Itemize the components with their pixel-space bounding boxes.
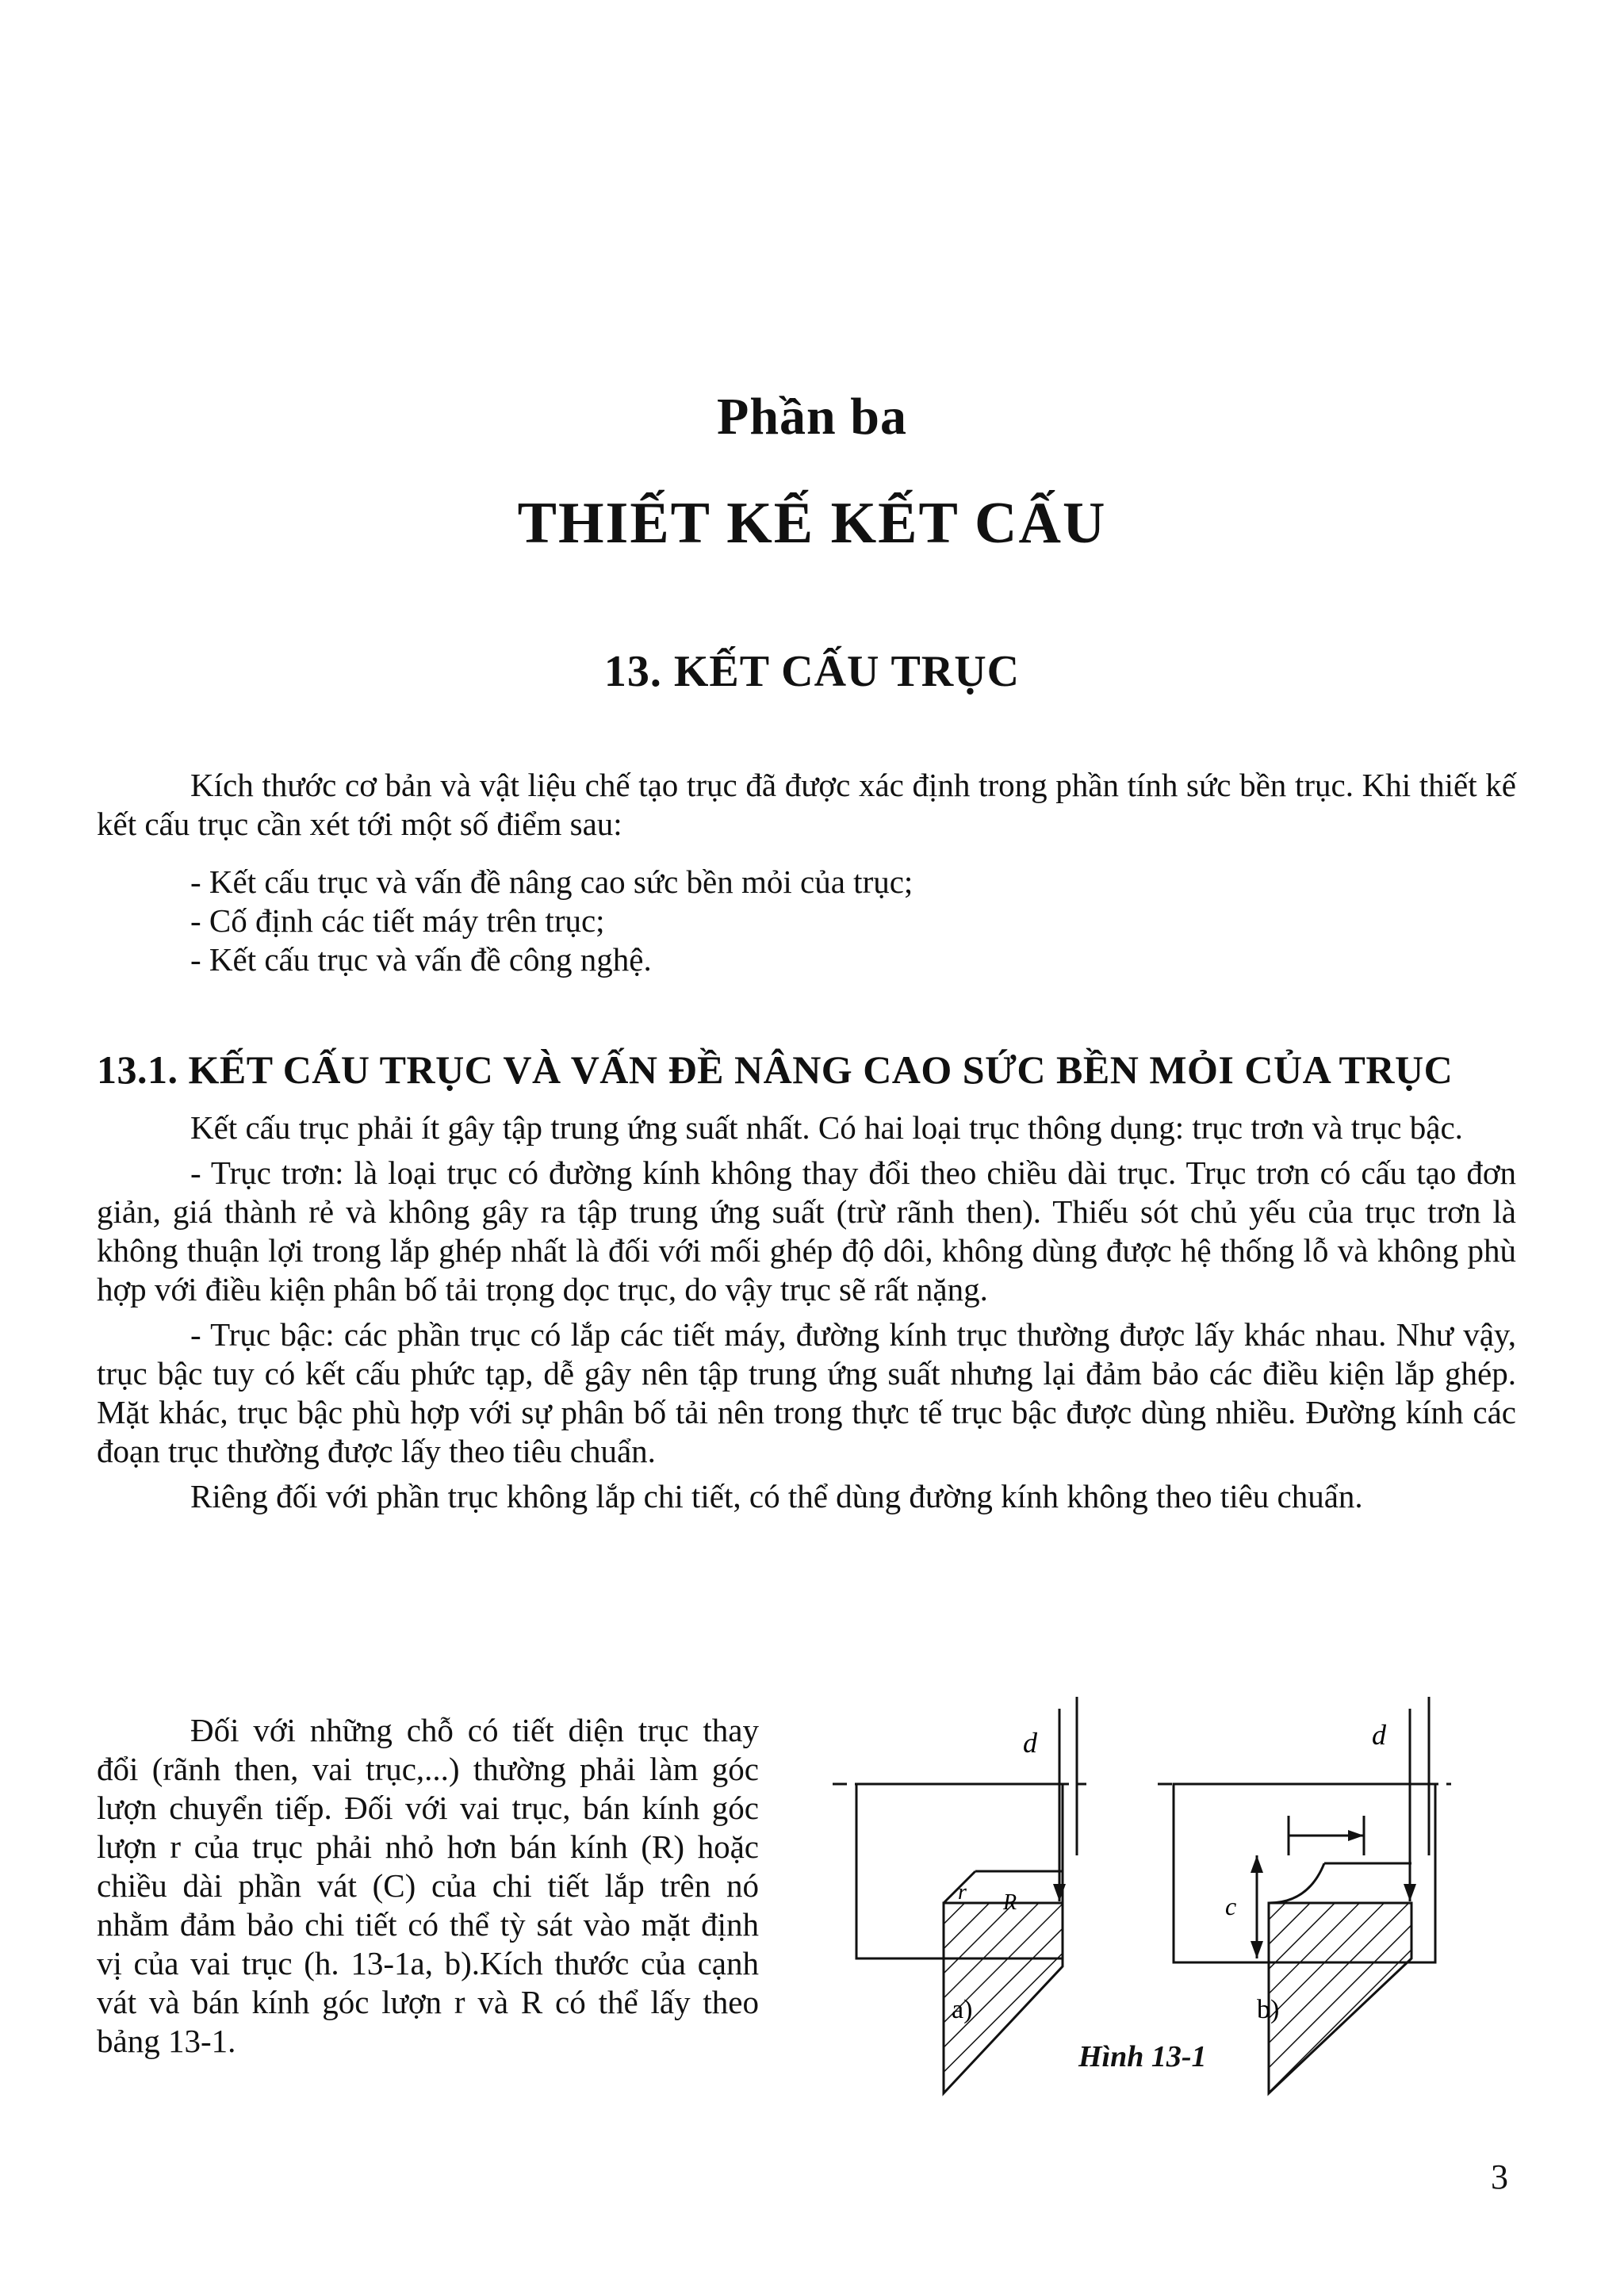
bullet-item: - Kết cấu trục và vấn đề công nghệ. (190, 941, 652, 978)
label-b: b) (1257, 1995, 1280, 2024)
main-title: THIẾT KẾ KẾT CẤU (517, 491, 1107, 556)
bullet-list (97, 863, 1516, 979)
body-paragraph: Đối với những chỗ có tiết diện trục thay đổi (rãnh then, vai trục,...) thường phải làm góc lượn chuyển tiếp. Đối với vai trục, bán kính góc lượn r của trục phải nhỏ hơn bán kính (R) hoặc chiều dài phần vát (C) của chi tiết lắp trên nó nhằm đảm bảo chi tiết có thể tỳ sát vào mặt định vị của vai trục (h. 13-1a, b).Kích thước của cạnh vát và bán kính góc lượn r và R có thể lấy theo bảng 13-1. (97, 1712, 759, 2059)
part-title: Phần ba (717, 388, 907, 446)
label-a: a) (952, 1995, 973, 2024)
intro-text: Kích thước cơ bản và vật liệu chế tạo trục đã được xác định trong phần tính sức bền trục. Khi thiết kế kết cấu trục cần xét tới một số điểm sau: (97, 767, 1516, 842)
dim-label-c: c (1225, 1892, 1237, 1920)
dim-label-r: r (958, 1880, 967, 1905)
body-paragraph: Riêng đối với phần trục không lắp chi tiết, có thể dùng đường kính không theo tiêu chuẩn. (190, 1478, 1363, 1514)
figure-a (833, 1697, 1086, 2093)
figure-caption: Hình 13-1 (1078, 2040, 1207, 2073)
body-paragraph: - Trục trơn: là loại trục có đường kính không thay đổi theo chiều dài trục. Trục trơn có cấu tạo đơn giản, giá thành rẻ và không gây ra tập trung ứng suất (trừ rãnh then). Thiếu sót chủ yếu của trục trơn là không thuận lợi trong lắp ghép nhất là đối với mối ghép độ dôi, không dùng được hệ thống lỗ và không phù hợp với điều kiện phân bố tải trọng dọc trục, do vậy trục sẽ rất nặng. (97, 1154, 1516, 1307)
bullet-item: - Kết cấu trục và vấn đề nâng cao sức bền mỏi của trục; (190, 863, 914, 900)
dim-label-R: R (1003, 1890, 1017, 1915)
page-number: 3 (1491, 2157, 1508, 2196)
figure-b (1158, 1697, 1451, 2093)
left-column-text (97, 1711, 759, 2061)
shaft-section-b (1269, 1903, 1411, 2093)
body-paragraph: Kết cấu trục phải ít gây tập trung ứng suất nhất. Có hai loại trục thông dụng: trục trơn và trục bậc. (190, 1109, 1463, 1146)
section-body (97, 1108, 1516, 1522)
chapter-title: 13. KẾT CẤU TRỤC (603, 647, 1021, 696)
dim-label-d: d (1023, 1727, 1037, 1759)
intro-paragraph (97, 766, 1516, 844)
body-paragraph: - Trục bậc: các phần trục có lắp các tiết máy, đường kính trục thường được lấy khác nhau. Như vậy, trục bậc tuy có kết cấu phức tạp, dễ gây nên tập trung ứng suất nhưng lại đảm bảo các điều kiện lắp ghép. Mặt khác, trục bậc phù hợp với sự phân bố tải nên trong thực tế trục bậc được dùng nhiều. Đường kính các đoạn trục thường được lấy theo tiêu chuẩn. (97, 1316, 1516, 1469)
section-heading: 13.1. KẾT CẤU TRỤC VÀ VẤN ĐỀ NÂNG CAO SỨC BỀN MỎI CỦA TRỤC (97, 1047, 1454, 1092)
dim-label-d: d (1372, 1719, 1386, 1751)
bullet-item: - Cố định các tiết máy trên trục; (190, 902, 605, 939)
